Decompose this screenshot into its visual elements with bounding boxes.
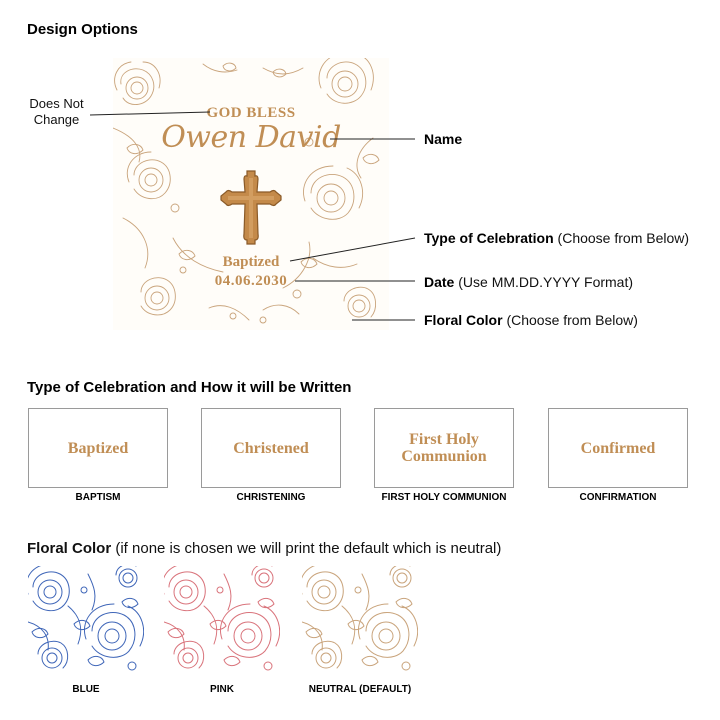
floral-swatch-pink[interactable] bbox=[164, 566, 280, 676]
celebration-option-caption: CHRISTENING bbox=[236, 492, 306, 503]
celebration-option-caption: FIRST HOLY COMMUNION bbox=[381, 492, 507, 503]
floral-callout-note: (Choose from Below) bbox=[506, 312, 638, 328]
name-callout-label: Name bbox=[424, 131, 463, 147]
celebration-option-first-holy-communion[interactable] bbox=[374, 408, 514, 488]
celebration-option-caption: CONFIRMATION bbox=[579, 492, 657, 503]
page-title: Design Options bbox=[27, 21, 138, 38]
date-callout bbox=[424, 274, 633, 290]
callout-line-celebration bbox=[290, 238, 415, 261]
preview-god-bless-text: GOD BLESS bbox=[206, 105, 296, 121]
preview-name-text: Owen David bbox=[161, 120, 341, 155]
celebration-option-text: Baptized bbox=[67, 439, 129, 457]
celebration-option-text: First Holy Communion bbox=[401, 431, 487, 465]
floral-pattern-pink bbox=[164, 566, 280, 676]
floral-swatch-blue[interactable] bbox=[28, 566, 144, 676]
preview-celebration-text: Baptized bbox=[222, 254, 280, 270]
floral-swatch-neutral[interactable] bbox=[302, 566, 418, 676]
celebration-option-text: Confirmed bbox=[580, 439, 656, 457]
celebration-option-caption: BAPTISM bbox=[75, 492, 121, 503]
preview-date-text: 04.06.2030 bbox=[214, 273, 288, 289]
floral-pattern-neutral bbox=[302, 566, 418, 676]
celebration-callout bbox=[424, 230, 689, 246]
date-callout-label: Date bbox=[424, 274, 455, 290]
floral-callout-label: Floral Color bbox=[424, 312, 503, 328]
callout-line-does-not-change bbox=[90, 112, 210, 115]
name-callout bbox=[424, 131, 462, 147]
floral-swatch-caption: NEUTRAL (DEFAULT) bbox=[308, 684, 412, 695]
floral-swatch-caption: PINK bbox=[210, 684, 234, 695]
celebration-callout-note: (Choose from Below) bbox=[557, 230, 690, 246]
celebration-option-text: Christened bbox=[233, 439, 309, 457]
celebration-option-christened[interactable] bbox=[201, 408, 341, 488]
celebration-option-confirmed[interactable] bbox=[548, 408, 688, 488]
floral-pattern-blue bbox=[28, 566, 144, 676]
floral-section-note: (if none is chosen we will print the default which is neutral) bbox=[115, 540, 502, 557]
celebration-section-title: Type of Celebration and How it will be Written bbox=[27, 379, 352, 396]
floral-section-title: Floral Color bbox=[27, 540, 112, 557]
floral-section-title-row bbox=[27, 540, 501, 557]
celebration-callout-label: Type of Celebration bbox=[424, 230, 554, 246]
date-callout-note: (Use MM.DD.YYYY Format) bbox=[458, 274, 634, 290]
floral-swatch-caption: BLUE bbox=[72, 684, 100, 695]
does-not-change-label: Does Not Change bbox=[29, 96, 84, 127]
floral-callout bbox=[424, 312, 638, 328]
celebration-option-baptized[interactable] bbox=[28, 408, 168, 488]
